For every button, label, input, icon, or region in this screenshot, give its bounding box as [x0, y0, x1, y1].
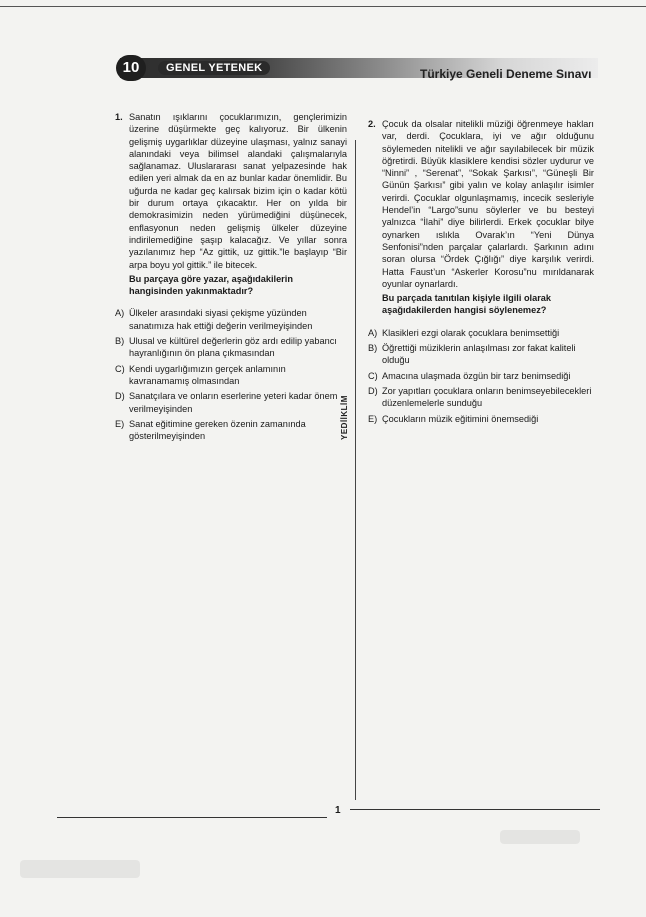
option-b[interactable]	[115, 335, 347, 360]
option-text: Sanatçılara ve onların eserlerine yeteri kadar önem verilmeyişinden	[129, 391, 338, 414]
option-d[interactable]	[368, 385, 594, 410]
option-text: Öğrettiği müziklerin anlaşılması zor fakat kaliteli olduğu	[382, 343, 576, 366]
option-letter: A)	[115, 308, 125, 319]
option-text: Klasikleri ezgi olarak çocuklara benimsettiği	[382, 327, 560, 338]
option-letter: D)	[368, 385, 378, 396]
top-edge-rule	[0, 6, 646, 7]
option-a[interactable]	[368, 327, 594, 339]
footer-rule-right	[350, 809, 600, 810]
option-letter: C)	[115, 363, 125, 374]
publisher-brand	[340, 378, 352, 440]
question-2	[368, 118, 594, 428]
scan-smudge	[500, 830, 580, 844]
answer-options	[368, 327, 594, 425]
question-number: 1.	[115, 112, 123, 122]
column-divider	[355, 140, 356, 800]
option-letter: E)	[115, 418, 125, 429]
option-text: Zor yapıtları çocuklara onların benimseyebilecekleri düzenlemelerle sunduğu	[382, 385, 592, 409]
option-text: Ülkeler arasındaki siyasi çekişme yüzünden sanatımıza hak ettiği değerin verilmeyişinden	[129, 308, 313, 331]
option-e[interactable]	[115, 418, 347, 443]
exam-title: Türkiye Geneli Deneme Sınavı	[420, 67, 592, 81]
publisher-brand-text: YEDİİKLİM	[340, 395, 349, 440]
section-label: GENEL YETENEK	[158, 61, 270, 75]
question-prompt: Bu parçaya göre yazar, aşağıdakilerin hangisinden yakınmaktadır?	[129, 273, 293, 297]
question-number: 2.	[368, 119, 376, 129]
option-letter: C)	[368, 370, 378, 381]
question-passage: Çocuk da olsalar nitelikli müziği öğrenmeye hakları var, derdi. Çocuklara, iyi ve ağır olduğunu söylemeden nitelikli ve ağır sayılabilecek bir müzik öğretirdi. Büyük klasiklere kendisi sözler uydurur ve “Ninni” , “Serenat”, “Sokak Şarkısı”, “Güneşli Bir Günün Şarkısı” gibi yalın ve kolay anlaşılır isimler verirdi. Çocuklar olgunlaşmamış, incecik sesleriyle Hendel’in “Largo”sunu söylerler ve bu besteyi yalnızca “İlahi” diye bilirlerdi. Erkek çocuklar bilye oynarken ıslıkla Ovarak’ın “Yeni Dünya Senfonisi”nden parçalar çalarlardı. Şarkının adını soran olursa “Ördek Çığlığı” diye karşılık verirdi. Hatta Faust’un “Askerler Korosu”nu mırıldanarak oyunlar oynarlardı.	[382, 119, 594, 289]
answer-options	[115, 307, 347, 442]
option-e[interactable]	[368, 413, 594, 425]
question-1	[115, 111, 347, 445]
option-b[interactable]	[368, 342, 594, 367]
option-text: Sanat eğitimine gereken özenin zamanında gösterilmeyişinden	[129, 418, 306, 442]
footer-rule-left	[57, 817, 327, 818]
option-text: Kendi uygarlığımızın gerçek anlamının kavranamamış olmasından	[129, 363, 286, 386]
question-prompt: Bu parçada tanıtılan kişiyle ilgili olarak aşağıdakilerden hangisi söylenemez?	[382, 293, 552, 316]
option-c[interactable]	[115, 363, 347, 388]
footer-page-number: 1	[335, 805, 341, 816]
page-number-badge: 10	[116, 55, 146, 81]
option-letter: B)	[368, 343, 378, 354]
scan-smudge	[20, 860, 140, 878]
option-d[interactable]	[115, 390, 347, 415]
option-letter: A)	[368, 327, 378, 338]
option-text: Amacına ulaşmada özgün bir tarz benimsediği	[382, 370, 571, 381]
option-letter: D)	[115, 391, 125, 402]
option-a[interactable]	[115, 307, 347, 332]
option-letter: E)	[368, 413, 378, 424]
option-c[interactable]	[368, 370, 594, 382]
option-text: Çocukların müzik eğitimini önemsediği	[382, 413, 539, 424]
question-passage: Sanatın ışıklarını çocuklarımızın, gençlerimizin üzerine düşürmekte geç kalıyoruz. Bir ülkenin gelişmiş uygarlıklar düzeyine ulaşması, yalnız sanayi alanındaki veya bilimsel alandaki çalışmalarıyla sağlanamaz. Uluslararası sanat yelpazesinde hak edilen yeri almak da en az bunlar kadar önemlidir. Bu uğurda ne kadar geç kalırsak bizim için o kadar kötü bir durum ortaya çıkacaktır. Her on yılda bir demokrasimizin neden yürümediğini düşünecek, enflasyonun neden gelişmiş ülkeler düzeyine indirilemediğine şaşıp kalacağız. Ve yıllar sonra yazılanımız hep “Az gittik, uz gittik.”le başlayıp “Bir arpa boyu yol gittik.” ile bitecek.	[129, 112, 347, 270]
option-letter: B)	[115, 336, 125, 347]
option-text: Ulusal ve kültürel değerlerin göz ardı edilip yabancı hayranlığının ön plana çıkmasından	[129, 336, 337, 359]
